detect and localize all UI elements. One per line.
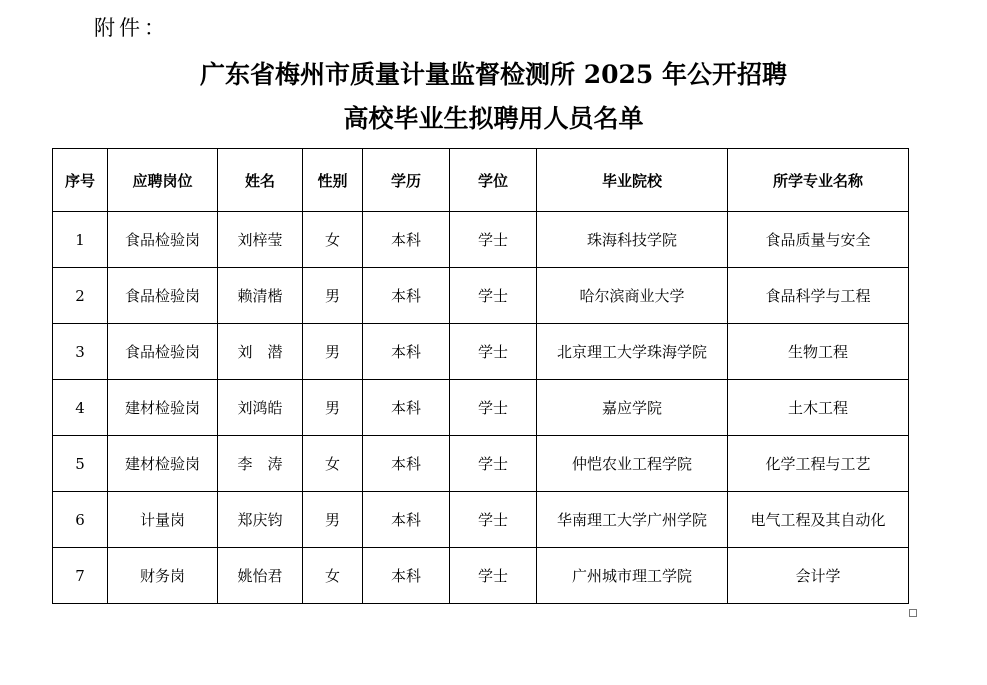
candidate-table <box>52 148 909 604</box>
cell-name: 刘鸿皓 <box>218 380 303 436</box>
cell-major: 生物工程 <box>728 324 909 380</box>
cell-seq: 2 <box>53 268 108 324</box>
table-row <box>53 548 909 604</box>
document-title-line1: 广东省梅州市质量计量监督检测所 2025 年公开招聘 <box>200 60 787 89</box>
cell-position: 食品检验岗 <box>108 268 218 324</box>
cell-education: 本科 <box>363 492 450 548</box>
cell-degree: 学士 <box>450 436 537 492</box>
cell-school: 北京理工大学珠海学院 <box>537 324 728 380</box>
table-row <box>53 492 909 548</box>
table-row <box>53 324 909 380</box>
cell-degree: 学士 <box>450 492 537 548</box>
cell-degree: 学士 <box>450 324 537 380</box>
cell-seq: 1 <box>53 212 108 268</box>
cell-position: 建材检验岗 <box>108 380 218 436</box>
cell-major: 会计学 <box>728 548 909 604</box>
cell-school: 华南理工大学广州学院 <box>537 492 728 548</box>
cell-position: 建材检验岗 <box>108 436 218 492</box>
cell-gender: 女 <box>303 212 363 268</box>
table-row <box>53 212 909 268</box>
header-school: 毕业院校 <box>537 149 728 212</box>
cell-school: 嘉应学院 <box>537 380 728 436</box>
cell-name: 赖清楷 <box>218 268 303 324</box>
cell-seq: 7 <box>53 548 108 604</box>
header-education: 学历 <box>363 149 450 212</box>
header-position: 应聘岗位 <box>108 149 218 212</box>
cell-school: 仲恺农业工程学院 <box>537 436 728 492</box>
document-title-line2: 高校毕业生拟聘用人员名单 <box>343 104 644 133</box>
cell-name: 李 涛 <box>218 436 303 492</box>
cell-degree: 学士 <box>450 212 537 268</box>
cell-seq: 3 <box>53 324 108 380</box>
cell-position: 食品检验岗 <box>108 212 218 268</box>
attachment-label: 附件： <box>94 16 169 40</box>
table-row <box>53 436 909 492</box>
cell-school: 珠海科技学院 <box>537 212 728 268</box>
cell-major: 电气工程及其自动化 <box>728 492 909 548</box>
cell-education: 本科 <box>363 548 450 604</box>
header-major: 所学专业名称 <box>728 149 909 212</box>
cell-school: 哈尔滨商业大学 <box>537 268 728 324</box>
header-degree: 学位 <box>450 149 537 212</box>
cell-name: 刘梓莹 <box>218 212 303 268</box>
cell-seq: 6 <box>53 492 108 548</box>
cell-major: 食品质量与安全 <box>728 212 909 268</box>
cell-degree: 学士 <box>450 268 537 324</box>
cell-position: 计量岗 <box>108 492 218 548</box>
cell-gender: 男 <box>303 324 363 380</box>
cell-position: 财务岗 <box>108 548 218 604</box>
table-row <box>53 268 909 324</box>
cell-gender: 女 <box>303 548 363 604</box>
cell-major: 土木工程 <box>728 380 909 436</box>
cell-gender: 男 <box>303 380 363 436</box>
cell-education: 本科 <box>363 268 450 324</box>
cell-seq: 4 <box>53 380 108 436</box>
cell-school: 广州城市理工学院 <box>537 548 728 604</box>
cell-name: 刘 潜 <box>218 324 303 380</box>
cell-education: 本科 <box>363 212 450 268</box>
header-name: 姓名 <box>218 149 303 212</box>
cell-name: 郑庆钧 <box>218 492 303 548</box>
cell-gender: 男 <box>303 492 363 548</box>
header-seq: 序号 <box>53 149 108 212</box>
table-header-row <box>53 149 909 212</box>
cell-seq: 5 <box>53 436 108 492</box>
table-end-marker <box>909 609 917 617</box>
cell-degree: 学士 <box>450 548 537 604</box>
cell-education: 本科 <box>363 380 450 436</box>
cell-name: 姚怡君 <box>218 548 303 604</box>
cell-education: 本科 <box>363 324 450 380</box>
cell-degree: 学士 <box>450 380 537 436</box>
cell-gender: 女 <box>303 436 363 492</box>
cell-gender: 男 <box>303 268 363 324</box>
cell-position: 食品检验岗 <box>108 324 218 380</box>
cell-education: 本科 <box>363 436 450 492</box>
cell-major: 食品科学与工程 <box>728 268 909 324</box>
cell-major: 化学工程与工艺 <box>728 436 909 492</box>
table-row <box>53 380 909 436</box>
header-gender: 性别 <box>303 149 363 212</box>
